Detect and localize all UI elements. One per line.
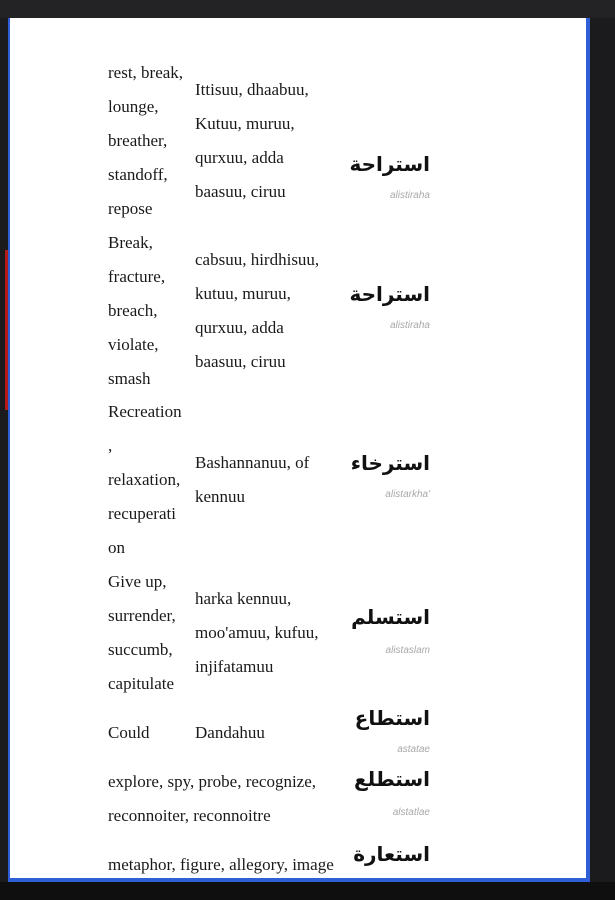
arabic-transliteration: alstatlae <box>392 807 430 818</box>
arabic-transliteration: alistaslam <box>385 645 430 656</box>
arabic-word: استراحة <box>349 152 430 176</box>
english-text: explore, spy, probe, recognize, reconnoiter, reconnoitre <box>108 772 317 825</box>
arabic-word: استسلم <box>351 605 430 629</box>
arabic-transliteration: alistiraha <box>389 320 430 331</box>
status-bar <box>0 0 615 18</box>
english-text: Give up, surrender, succumb, capitulate <box>108 572 176 693</box>
english-text: Break, fracture, breach, violate, smash <box>108 233 166 388</box>
arabic-word: استرخاء <box>350 451 430 475</box>
arabic-transliteration: alistiraha <box>389 190 430 201</box>
english-text: metaphor, figure, allegory, image <box>108 855 334 874</box>
oromo-text: harka kennuu, moo'amuu, kufuu, injifatamuu <box>195 589 319 676</box>
arabic-word: استطاع <box>354 706 430 730</box>
navigation-bar <box>0 882 615 900</box>
oromo-text: Dandahuu <box>195 723 265 742</box>
arabic-transliteration: astatae <box>397 744 430 755</box>
oromo-text: cabsuu, hirdhisuu, kutuu, muruu, qurxuu, adda baasuu, ciruu <box>195 250 320 371</box>
english-text: Could <box>108 723 150 742</box>
oromo-text: Bashannanuu, of kennuu <box>195 453 310 506</box>
arabic-word: استراحة <box>349 282 430 306</box>
oromo-text: Ittisuu, dhaabuu, Kutuu, muruu, qurxuu, adda baasuu, ciruu <box>195 80 309 201</box>
arabic-transliteration: alistarkha' <box>385 489 430 500</box>
english-text: rest, break, lounge, breather, standoff, repose <box>108 63 184 218</box>
arabic-word: استعارة <box>353 842 430 866</box>
screen-edge-right <box>586 18 590 880</box>
english-text: Recreation , relaxation, recuperati on <box>108 402 182 557</box>
dictionary-screen <box>10 18 586 880</box>
arabic-word: استطلع <box>354 767 430 791</box>
